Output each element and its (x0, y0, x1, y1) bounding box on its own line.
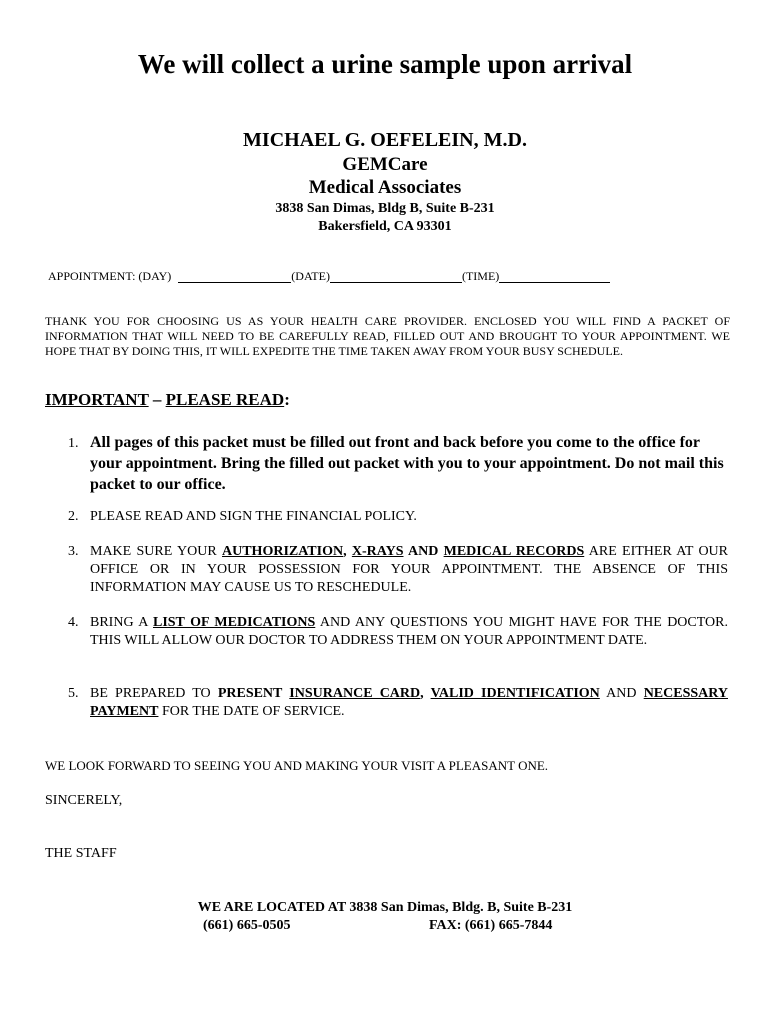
address-line2: Bakersfield, CA 93301 (318, 219, 452, 234)
important-heading (45, 389, 290, 410)
signature-text: THE STAFF (45, 846, 117, 861)
please-read-label: PLEASE READ (165, 390, 285, 409)
footer-fax: FAX: (661) 665-7844 (429, 918, 553, 933)
list-item (68, 543, 728, 597)
appointment-line (48, 269, 610, 283)
medical-records-keyword: MEDICAL RECORDS (443, 544, 585, 559)
org-name-line2: Medical Associates (308, 177, 462, 198)
list-item-number: 3. (68, 544, 79, 559)
list-item-number: 2. (68, 509, 79, 524)
authorization-keyword: AUTHORIZATION (222, 544, 344, 559)
footer-phone: (661) 665-0505 (203, 918, 291, 933)
intro-paragraph: THANK YOU FOR CHOOSING US AS YOUR HEALTH CARE PROVIDER. ENCLOSED YOU WILL FIND A PACKET OF INFORMATION THAT WILL NEED TO BE CAREFULLY READ, FILLED OUT AND BROUGHT TO YOUR APPOINTMENT. WE HOPE THAT BY DOING THIS, IT WILL EXPEDITE THE TIME TAKEN AWAY FROM YOUR BUSY SCHEDULE. (45, 314, 730, 358)
valid-identification-keyword: VALID IDENTIFICATION (430, 686, 600, 701)
list-item (68, 614, 728, 650)
list-item (68, 432, 728, 495)
list-item-number: 5. (68, 686, 79, 701)
list-item-text: PLEASE READ AND SIGN THE FINANCIAL POLICY. (90, 509, 417, 524)
list-of-medications-keyword: LIST OF MEDICATIONS (152, 615, 316, 630)
list-item-text: BRING A LIST OF MEDICATIONS AND ANY QUESTIONS YOU MIGHT HAVE FOR THE DOCTOR. THIS WILL ALLOW OUR DOCTOR TO ADDRESS THEM ON YOUR APPOINTMENT DATE. (90, 615, 728, 648)
appointment-date-label: (DATE) (291, 269, 330, 283)
closing-text: WE LOOK FORWARD TO SEEING YOU AND MAKING YOUR VISIT A PLEASANT ONE. (45, 758, 549, 773)
list-item-number: 1. (68, 436, 79, 451)
appointment-date-field[interactable] (330, 270, 462, 283)
org-name-line1: GEMCare (342, 154, 428, 175)
important-dash: – (148, 390, 166, 409)
page-title: We will collect a urine sample upon arrival (137, 49, 633, 79)
appointment-time-field[interactable] (499, 270, 610, 283)
appointment-day-field[interactable] (178, 270, 291, 283)
xrays-keyword: X-RAYS (351, 544, 404, 559)
insurance-card-keyword: INSURANCE CARD (289, 686, 421, 701)
important-colon: : (284, 390, 290, 409)
list-item-number: 4. (68, 615, 79, 630)
list-item (68, 685, 728, 721)
important-label: IMPORTANT (45, 390, 149, 409)
appointment-day-label: APPOINTMENT: (DAY) (48, 269, 172, 283)
footer-location: WE ARE LOCATED AT 3838 San Dimas, Bldg. B, Suite B-231 (197, 900, 573, 915)
necessary-payment-keyword: NECESSARY PAYMENT (90, 686, 728, 719)
list-item-text: All pages of this packet must be filled out front and back before you come to the office for your appointment. Bring the filled out packet with you to your appointment. Do not mail this packet to our office. (90, 434, 724, 493)
doctor-name: MICHAEL G. OEFELEIN, M.D. (243, 129, 527, 151)
list-item-text: MAKE SURE YOUR AUTHORIZATION, X-RAYS AND MEDICAL RECORDS ARE EITHER AT OUR OFFICE OR IN YOUR POSSESSION FOR YOUR APPOINTMENT. THE ABSENCE OF THIS INFORMATION MAY CAUSE US TO RESCHEDULE. (90, 544, 729, 595)
address-line1: 3838 San Dimas, Bldg B, Suite B-231 (275, 201, 495, 216)
sincerely-text: SINCERELY, (45, 793, 123, 808)
list-item-text: BE PREPARED TO PRESENT INSURANCE CARD, VALID IDENTIFICATION AND NECESSARY PAYMENT FOR THE DATE OF SERVICE. (90, 686, 728, 719)
appointment-time-label: (TIME) (461, 269, 500, 283)
list-item (68, 508, 728, 526)
